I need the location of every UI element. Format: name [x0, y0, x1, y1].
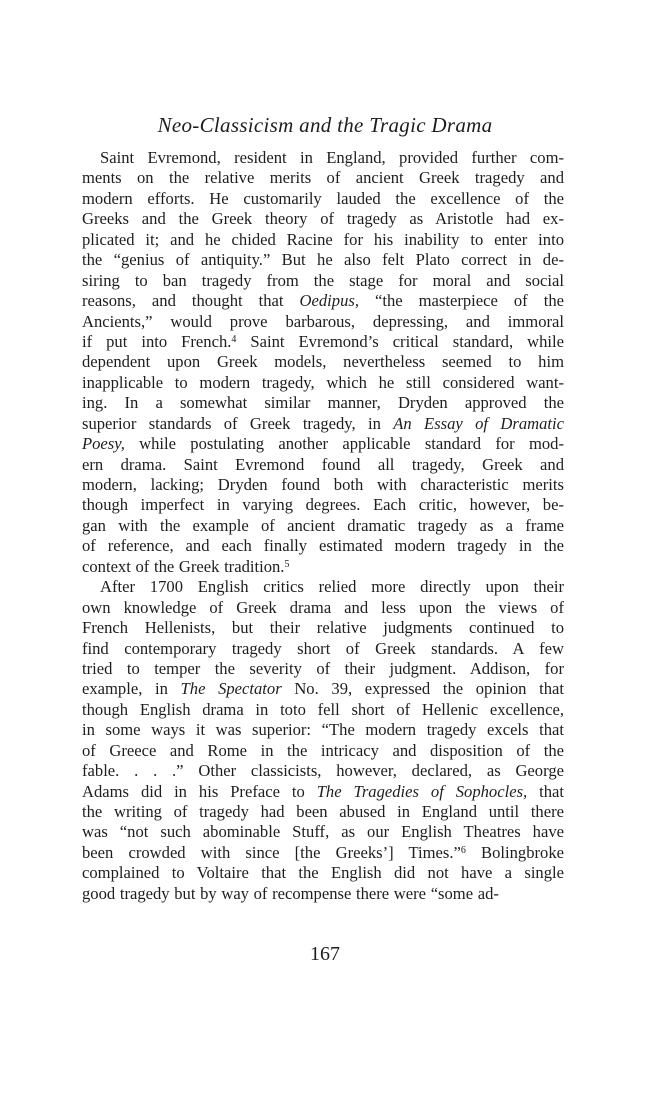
text-segment: good tragedy but by way of recompense there were “some ad-	[82, 883, 499, 903]
text-line	[82, 598, 564, 618]
text-segment: of reference, and each finally estimated modern tragedy in the	[82, 536, 564, 556]
text-line	[82, 639, 564, 659]
text-line	[82, 495, 564, 515]
text-line	[82, 250, 564, 270]
text-line	[82, 393, 564, 413]
text-segment: modern efforts. He customarily lauded the excellence of the	[82, 188, 564, 208]
text-segment: the writing of tragedy had been abused in England until there	[82, 802, 564, 821]
text-line	[82, 271, 564, 291]
text-segment: modern, lacking; Dryden found both with characteristic merits	[82, 475, 564, 494]
text-line	[82, 782, 564, 802]
text-line	[82, 618, 564, 638]
text-segment: Greeks and the Greek theory of tragedy as Aristotle had ex-	[82, 209, 564, 229]
text-segment: Bolingbroke	[465, 842, 564, 862]
text-line	[82, 332, 564, 352]
text-line	[82, 189, 564, 209]
text-segment: example, in	[82, 679, 181, 699]
text-line	[82, 414, 564, 434]
text-line	[82, 679, 564, 699]
body-text	[82, 148, 564, 904]
text-segment: ments on the relative merits of ancient Greek tragedy and	[82, 168, 564, 188]
text-segment: was “not such abominable Stuff, as our English Theatres have	[82, 822, 564, 842]
text-line	[82, 434, 564, 454]
text-segment: Saint Evremond’s critical standard, while	[236, 331, 564, 351]
text-segment: though imperfect in varying degrees. Each critic, however, be-	[82, 495, 564, 515]
text-segment: dependent upon Greek models, nevertheless seemed to him	[82, 352, 564, 372]
text-line	[82, 761, 564, 781]
text-segment: own knowledge of Greek drama and less upon the views of	[82, 597, 564, 617]
text-segment: the “genius of antiquity.” But he also felt Plato correct in de-	[82, 250, 564, 270]
text-segment: while postulating another applicable standard for mod-	[124, 434, 564, 454]
paragraph	[82, 577, 564, 904]
text-line	[82, 475, 564, 495]
footnote-ref: 4	[231, 333, 237, 345]
text-segment: French Hellenists, but their relative judgments continued to	[82, 618, 564, 638]
text-line	[82, 352, 564, 372]
text-line	[82, 884, 564, 904]
text-line	[82, 373, 564, 393]
paragraph	[82, 148, 564, 577]
text-segment: Saint Evremond, resident in England, provided further com-	[100, 148, 564, 167]
text-segment: reasons, and thought that	[82, 291, 300, 311]
text-segment: ing. In a somewhat similar manner, Dryden approved the	[82, 393, 564, 413]
text-line	[82, 148, 564, 168]
text-segment: ern drama. Saint Evremond found all tragedy, Greek and	[82, 454, 564, 474]
text-segment: been crowded with since [the Greeks’] Times.”	[82, 842, 461, 862]
text-line	[82, 659, 564, 679]
text-line	[82, 455, 564, 475]
text-segment: though English drama in toto fell short of Hellenic excellence,	[82, 699, 564, 719]
italic-title: Poesy,	[82, 434, 125, 454]
text-line	[82, 312, 564, 332]
text-line	[82, 557, 564, 577]
page-title: Neo-Classicism and the Tragic Drama	[157, 113, 493, 137]
text-segment: fable. . . .” Other classicists, however, declared, as George	[82, 761, 564, 781]
text-line	[82, 863, 564, 883]
text-line	[82, 720, 564, 740]
text-line	[82, 741, 564, 761]
footnote-ref: 5	[284, 558, 290, 570]
text-line	[82, 577, 564, 597]
text-segment: if put into French.	[82, 331, 232, 351]
text-line	[82, 843, 564, 863]
text-segment: Ancients,” would prove barbarous, depressing, and immoral	[82, 311, 564, 331]
text-segment: complained to Voltaire that the English did not have a single	[82, 863, 564, 883]
text-segment: find contemporary tragedy short of Greek standards. A few	[82, 638, 564, 658]
text-segment: inapplicable to modern tragedy, which he still considered want-	[82, 372, 564, 392]
text-line	[82, 168, 564, 188]
text-line	[82, 291, 564, 311]
text-line	[82, 700, 564, 720]
text-segment: Adams did in his Preface to	[82, 781, 317, 801]
italic-title: The Tragedies of Sophocles,	[316, 781, 528, 801]
italic-title: The Spectator	[180, 679, 282, 699]
text-segment: tried to temper the severity of their judgment. Addison, for	[82, 658, 564, 678]
text-line	[82, 516, 564, 536]
text-line	[82, 536, 564, 556]
footnote-ref: 6	[460, 844, 466, 856]
text-segment: plicated it; and he chided Racine for his inability to enter into	[82, 229, 564, 249]
text-segment: that	[527, 781, 564, 801]
text-line	[82, 230, 564, 250]
text-segment: superior standards of Greek tragedy, in	[82, 413, 394, 433]
italic-title: Oedipus,	[299, 291, 359, 311]
page-number: 167	[310, 943, 340, 965]
text-segment: siring to ban tragedy from the stage for moral and social	[82, 270, 564, 290]
text-segment: in some ways it was superior: “The modern tragedy excels that	[82, 720, 564, 740]
text-segment: context of the Greek tradition.	[82, 556, 285, 576]
text-segment: of Greece and Rome in the intricacy and disposition of the	[82, 740, 564, 760]
text-line	[82, 209, 564, 229]
text-line	[82, 802, 564, 822]
text-segment: No. 39, expressed the opinion that	[281, 679, 564, 699]
text-segment: gan with the example of ancient dramatic tragedy as a frame	[82, 515, 564, 535]
text-line	[82, 822, 564, 842]
text-segment: “the masterpiece of the	[358, 291, 564, 311]
italic-title: An Essay of Dramatic	[393, 413, 564, 433]
text-segment: After 1700 English critics relied more directly upon their	[100, 577, 564, 597]
